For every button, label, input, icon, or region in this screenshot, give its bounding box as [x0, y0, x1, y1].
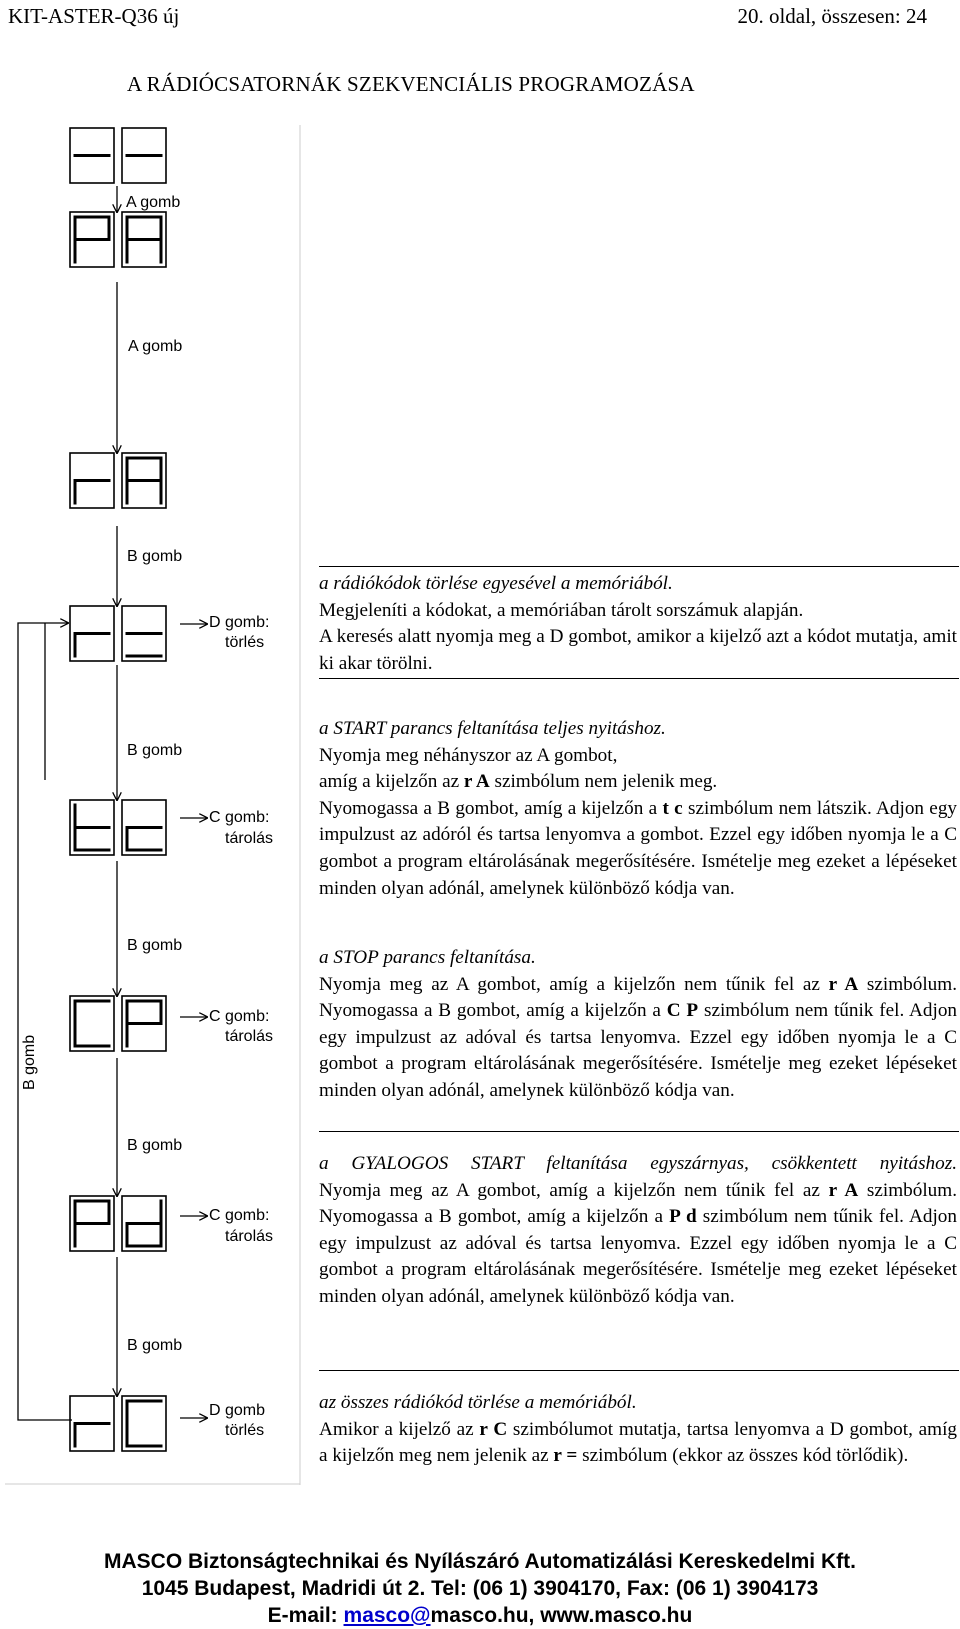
section-text: Amikor a kijelző az r C szimbólumot mutatja, tartsa lenyomva a D gombot, amíg a kijelzőn meg nem jelenik az r = szimbólum (ekkor az összes kód törlődik). [319, 1418, 957, 1467]
section-text: A keresés alatt nyomja meg a D gombot, amikor a kijelző azt a kódot mutatja, amit ki akar törölni. [319, 626, 957, 674]
header-page-number: 20. oldal, összesen: 24 [737, 4, 927, 28]
section-title: a START parancs feltanítása teljes nyitáshoz. [319, 718, 666, 739]
section-delete-all [319, 1390, 957, 1470]
section-stop [319, 945, 957, 1105]
label-a-gomb-1: A gomb [126, 194, 181, 211]
label-b-gomb-5: B gomb [127, 1337, 183, 1354]
section-delete-single [319, 571, 957, 677]
section-start [319, 716, 957, 902]
section-text: Nyomja meg néhányszor az A gombot, [319, 744, 618, 766]
label-b-gomb-side: B gomb [21, 1034, 38, 1090]
label-c-gomb-1: C gomb: [209, 809, 270, 826]
header-doc-code: KIT-ASTER-Q36 új [8, 4, 180, 28]
footer-company: MASCO Biztonságtechnikai és Nyílászáró Automatizálási Kereskedelmi Kft. [104, 1550, 856, 1573]
rule-bottom-1 [319, 678, 959, 679]
label-d-gomb-1: D gomb: [209, 614, 270, 631]
label-tarolas-3: tárolás [225, 1228, 274, 1245]
label-c-gomb-2: C gomb: [209, 1008, 270, 1025]
label-a-gomb-2: A gomb [128, 338, 183, 355]
section-text: Nyomja meg az A gombot, amíg a kijelzőn nem tűnik fel az r A szimbólum. Nyomogassa a B gombot, amíg a kijelzőn a P d szimbólum nem tűnik fel. Adjon egy impulzust az adóval és tartsa lenyomva. Ezzel egy időben nyomja le a C gombot a program eltárolásának megerősítésére. Ismételje meg ezeket lépéseket minden olyan adónál, amelynek különböző kódja van. [319, 1179, 957, 1307]
display-box [122, 1396, 166, 1451]
label-b-gomb-1: B gomb [127, 548, 183, 565]
label-torles-2: törlés [225, 1422, 265, 1439]
section-title: a GYALOGOS START feltanítása egyszárnyas, csökkentett nyitáshoz. [319, 1153, 957, 1174]
section-text: amíg a kijelzőn az r A szimbólum nem jelenik meg. [319, 771, 718, 793]
label-c-gomb-3: C gomb: [209, 1207, 270, 1224]
label-d-gomb-2: D gomb [209, 1402, 266, 1419]
label-b-gomb-4: B gomb [127, 1137, 183, 1154]
label-tarolas-1: tárolás [225, 830, 274, 847]
section-text: Nyomja meg az A gombot, amíg a kijelzőn nem tűnik fel az r A szimbólum. Nyomogassa a B gombot, amíg a kijelzőn a C P szimbólum nem tűnik fel. Adjon egy impulzust az adóval és tartsa lenyomva. Ezzel egy időben nyomja le a C gombot a program eltárolásának megerősítésére. Ismételje meg ezeket lépéseket minden olyan adónál, amelynek különböző kódja van. [319, 973, 958, 1101]
display-box [70, 996, 114, 1051]
label-b-gomb-2: B gomb [127, 742, 183, 759]
section-text: Nyomogassa a B gombot, amíg a kijelzőn a t c szimbólum nem látszik. Adjon egy impulzust az adóról és tartsa lenyomva a gombot. Ezzel egy időben nyomja le a C gombot a program eltárolásának megerősítésére. Ismételje meg ezeket a lépéseket minden olyan adónál, amelynek különböző kódja van. [319, 797, 958, 899]
label-tarolas-2: tárolás [225, 1028, 274, 1045]
rule-top-1 [319, 566, 959, 567]
section-pedestrian [319, 1151, 957, 1311]
sequence-diagram [0, 0, 320, 1490]
rule-bottom-4 [319, 1370, 959, 1371]
footer-contact: E-mail: masco@masco.hu, www.masco.hu [267, 1604, 693, 1627]
footer-address: 1045 Budapest, Madridi út 2. Tel: (06 1) 3904170, Fax: (06 1) 3904173 [141, 1577, 819, 1600]
footer [0, 1548, 960, 1629]
rule-bottom-3 [319, 1131, 959, 1132]
email-link[interactable]: masco@ [343, 1604, 431, 1627]
label-b-gomb-3: B gomb [127, 937, 183, 954]
page-title: A RÁDIÓCSATORNÁK SZEKVENCIÁLIS PROGRAMOZÁSA [127, 72, 695, 96]
label-torles-1: törlés [225, 634, 265, 651]
section-text: Megjeleníti a kódokat, a memóriában tárolt sorszámuk alapján. [319, 599, 804, 621]
section-title: az összes rádiókód törlése a memóriából. [319, 1392, 637, 1413]
section-title: a STOP parancs feltanítása. [319, 947, 536, 968]
section-title: a rádiókódok törlése egyesével a memóriából. [319, 573, 673, 594]
digit-displays [70, 128, 166, 1451]
